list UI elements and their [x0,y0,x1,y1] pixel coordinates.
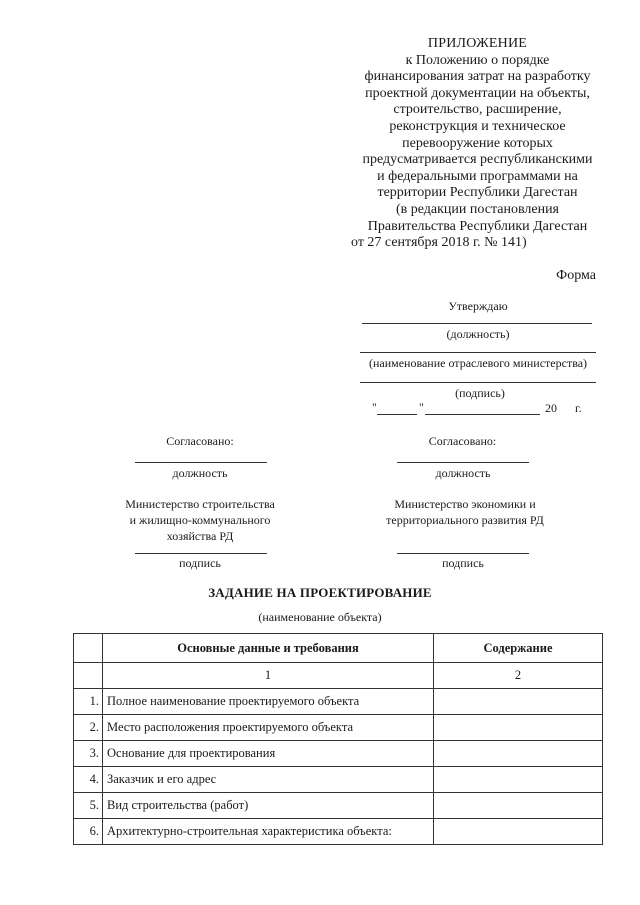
agreed-right-org-line: территориального развития РД [386,513,544,527]
agreed-left-org-line: и жилищно-коммунального [129,513,271,527]
index-col-2: 2 [434,663,603,689]
agreed-left-org-line: хозяйства РД [166,529,234,543]
header-requirements: Основные данные и требования [103,634,434,663]
appendix-line: территории Республики Дагестан [377,185,578,201]
row-number: 3. [74,741,103,767]
object-name-caption: (наименование объекта) [258,610,382,624]
date-day-line [377,414,417,415]
appendix-line: реконструкция и техническое [389,118,566,134]
appendix-line: (в редакции постановления [395,201,560,217]
agreed-right-position-line [397,462,529,463]
approve-signature-caption: (подпись) [455,386,505,400]
agreed-left-position: должность [172,466,228,480]
row-text: Архитектурно-строительная характеристика объекта: [103,819,434,845]
document-title: ЗАДАНИЕ НА ПРОЕКТИРОВАНИЕ [208,585,432,600]
row-content [434,715,603,741]
row-text: Заказчик и его адрес [103,767,434,793]
appendix-line: предусматривается республиканскими [362,152,593,168]
agreed-left-org-line: Министерство строительства [125,497,275,511]
agreed-right-signature-line [397,553,529,554]
header-num [74,634,103,663]
row-number: 6. [74,819,103,845]
table-row [74,715,603,741]
row-content [434,741,603,767]
approve-ministry-line [360,352,596,353]
row-number: 2. [74,715,103,741]
row-text: Основание для проектирования [103,741,434,767]
agreed-left-title: Согласовано: [166,434,234,448]
row-text: Полное наименование проектируемого объекта [103,689,434,715]
table-row [74,819,603,845]
row-content [434,767,603,793]
row-text: Вид строительства (работ) [103,793,434,819]
appendix-line: перевооружение которых [402,135,553,151]
table-row [74,793,603,819]
date-quote-open: " [372,400,377,414]
table-index-row [74,663,603,689]
date-suffix: г. [575,401,582,415]
appendix-date-line: от 27 сентября 2018 г. № 141) [351,235,527,251]
approve-position-line [362,323,592,324]
agreed-left-position-line [135,462,267,463]
index-col-1: 1 [103,663,434,689]
agreed-left-signature-line [135,553,267,554]
agreed-right-position: должность [435,466,491,480]
agreed-right-signature: подпись [442,556,484,570]
row-number: 1. [74,689,103,715]
date-year: 20 [545,401,557,415]
appendix-line: строительство, расширение, [393,102,562,118]
row-content [434,819,603,845]
agreed-right-org [365,496,565,528]
approve-title: Утверждаю [448,299,508,313]
index-num [74,663,103,689]
agreed-left-signature: подпись [179,556,221,570]
appendix-title: ПРИЛОЖЕНИЕ [427,36,528,51]
date-quote-close: " [419,400,424,414]
agreed-right-title: Согласовано: [428,434,497,448]
spec-table [73,633,603,845]
approve-ministry-caption: (наименование отраслевого министерства) [368,356,588,370]
appendix-line: и федеральными программами на [377,168,578,184]
table-header-row [74,634,603,663]
date-month-line [425,414,540,415]
row-number: 5. [74,793,103,819]
table-row [74,689,603,715]
appendix-line: финансирования затрат на разработку [364,69,591,85]
row-content [434,689,603,715]
appendix-line: к Положению о порядке [405,52,550,68]
agreed-left-org [100,496,300,544]
agreed-right-org-line: Министерство экономики и [394,497,536,511]
approve-position-caption: (должность) [446,327,510,341]
appendix-line: проектной документации на объекты, [365,85,590,101]
appendix-line: Правительства Республики Дагестан [367,218,588,234]
approve-signature-line [360,382,596,383]
appendix-block [345,36,610,252]
table-row [74,741,603,767]
row-number: 4. [74,767,103,793]
row-text: Место расположения проектируемого объекта [103,715,434,741]
table-row [74,767,603,793]
header-content: Содержание [434,634,603,663]
row-content [434,793,603,819]
form-label: Форма [556,268,596,283]
